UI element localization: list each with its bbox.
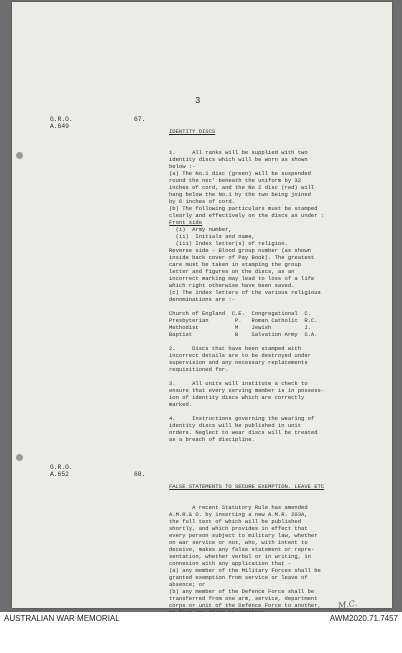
text-line	[169, 373, 394, 380]
text-line: Reverse side - Blood group number (as shown	[169, 247, 311, 254]
text-line: deceive, makes any false statement or repre-	[169, 546, 315, 553]
entry-body	[169, 114, 394, 443]
text-line: (c) The index letters of the various religious	[169, 289, 321, 296]
text-line: every person subject to military law, whether	[169, 532, 318, 539]
text-line: shortly, and which provides in effect that	[169, 525, 308, 532]
text-line: 2. Discs that have been stamped with	[169, 345, 302, 352]
text-line: clearly and effectively on the discs as under :	[169, 212, 325, 219]
paragraph-number: 67.	[134, 116, 146, 123]
text-line: (i) Army number,	[169, 226, 232, 233]
text-line: inches of cord, and the No 2 disc (red) will	[169, 184, 315, 191]
text-line: Church of England C.E. Congregational C.	[169, 310, 311, 317]
text-line	[169, 408, 394, 415]
text-line: (b) The following particulars must be stamped	[169, 205, 318, 212]
entry-heading: IDENTITY DISCS	[169, 128, 216, 135]
text-line	[169, 338, 394, 345]
text-line: orders. Neglect to wear discs will be treated	[169, 429, 318, 436]
text-line: Presbyterian P. Roman Catholic R.C.	[169, 317, 318, 324]
text-line: identity discs will be published in unit	[169, 422, 302, 429]
text-line: Baptist B Salvation Army S.A.	[169, 331, 318, 338]
gro-reference: G.R.O. A.649	[50, 116, 73, 130]
text-line: denominations are :-	[169, 296, 236, 303]
text-line: transferred from one arm, service, department	[169, 595, 318, 602]
text-line: connexion with any application that -	[169, 560, 292, 567]
text-line: care must be taken in stamping the group	[169, 261, 302, 268]
text-line: Front side	[169, 219, 203, 226]
text-line: (a) any member of the Military Forces shall be	[169, 567, 321, 574]
text-line: Methodist M Jewish J.	[169, 324, 311, 331]
text-line: (b) any member of the Defence Force shall be	[169, 588, 315, 595]
text-line: as a breach of discipline.	[169, 436, 255, 443]
text-line: ensure that every serving member is in possess-	[169, 387, 325, 394]
archive-name: AUSTRALIAN WAR MEMORIAL	[4, 614, 120, 623]
text-line: A recent Statutory Rule has amended	[169, 504, 308, 511]
text-line: 4. Instructions governing the wearing of	[169, 415, 315, 422]
text-line: ion of identity discs which are correctly	[169, 394, 305, 401]
text-line: (iii) Index letter(s) of religion.	[169, 240, 288, 247]
page-number: 3	[195, 96, 201, 106]
text-line: 3. All units will institute a check to	[169, 380, 308, 387]
text-line: absence; or	[169, 581, 206, 588]
text-line: the full text of which will be published	[169, 518, 302, 525]
text-line: below :-	[169, 163, 196, 170]
text-line: incorrect details are to be destroyed under	[169, 352, 311, 359]
text-line: (a) The No.1 disc (green) will be suspended	[169, 170, 311, 177]
text-line: hang below the No.1 by the two being joined	[169, 191, 311, 198]
text-line: granted exemption from service or leave of	[169, 574, 308, 581]
handwritten-initials: M.C.	[337, 598, 358, 611]
entry-heading: FALSE STATEMENTS TO SECURE EXEMPTION. LEAVE ETC	[169, 483, 325, 490]
gro-reference: G.R.O. A.652	[50, 464, 73, 478]
text-line: corps or unit of the Defence Force to another,	[169, 602, 321, 609]
text-line: 1. All ranks will be supplied with two	[169, 149, 308, 156]
text-line: incorrect marking may lead to loss of a life	[169, 275, 315, 282]
text-line: requisitioned for.	[169, 366, 229, 373]
paragraph-number: 68.	[134, 471, 146, 478]
text-line: identity discs which will be worn as shown	[169, 156, 308, 163]
punch-hole	[16, 454, 23, 461]
text-line: round the nec' beneath the uniform by 32	[169, 177, 302, 184]
text-line: letter and figures on the discs, as an	[169, 268, 295, 275]
entry-text	[169, 149, 394, 443]
text-line: supervision and any necessary replacements	[169, 359, 308, 366]
text-line: (ii) Initials and name,	[169, 233, 255, 240]
text-line: marked.	[169, 401, 193, 408]
accession-number: AWM2020.71.7457	[329, 614, 398, 623]
punch-hole	[16, 152, 23, 159]
text-line	[169, 303, 394, 310]
text-line: on war service or not, who, with intent to	[169, 539, 308, 546]
archive-caption-bar	[0, 612, 402, 653]
text-line: which right otherwise have been saved.	[169, 282, 295, 289]
text-line: sentation, whether verbal or in writing, in	[169, 553, 311, 560]
text-line: inside back cover of Pay Book). The greatest	[169, 254, 315, 261]
text-line: by 6 inches of cord.	[169, 198, 236, 205]
text-line: A.M.R.& O. by inserting a new A.M.R. 203A,	[169, 511, 308, 518]
